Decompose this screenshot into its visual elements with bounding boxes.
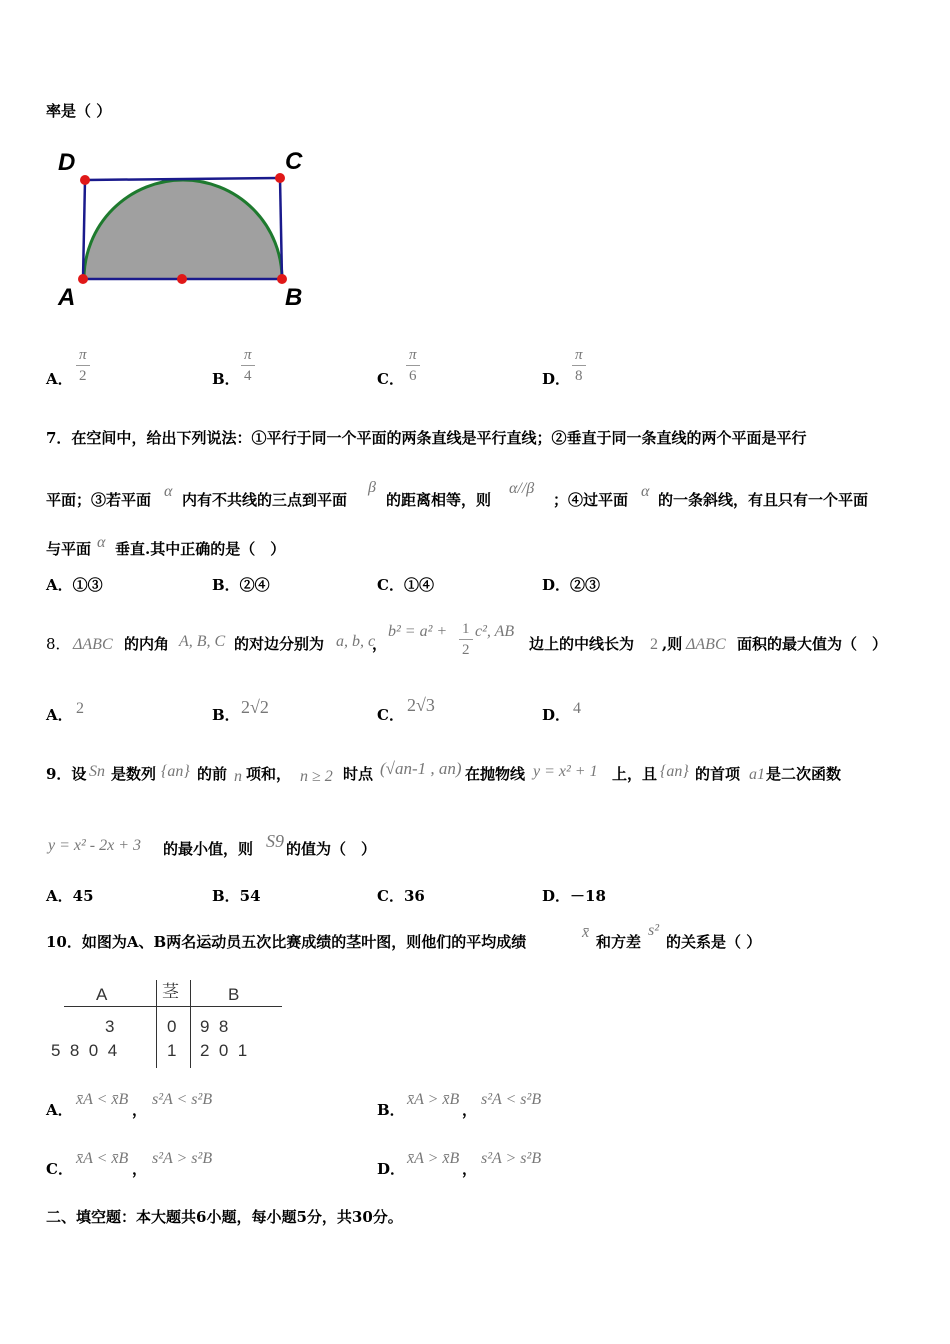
semicircle-figure [50, 145, 320, 315]
point-A [78, 274, 88, 284]
beta-symbol: β [368, 479, 376, 496]
sequence-an: {an} [161, 763, 190, 780]
q10-option-a-letter: A． [46, 1101, 73, 1119]
sum-s9: S9 [266, 831, 284, 851]
median-length: 2 [650, 636, 658, 653]
q7-option-d: D．②③ [542, 576, 601, 594]
q7-line-3a: 与平面 [46, 540, 92, 558]
q9-text-8: 的首项 [695, 765, 741, 783]
q8-option-d-value: 4 [573, 700, 581, 717]
comma: ， [462, 1101, 478, 1119]
point-D [80, 175, 90, 185]
variable-n: n [234, 768, 242, 785]
q7-line-1: 7．在空间中，给出下列说法：①平行于同一个平面的两条直线是平行直线；②垂直于同一条直线的两个平面是平行 [46, 429, 807, 447]
alpha-symbol: α [164, 483, 173, 500]
section-heading: 二、填空题：本大题共6小题，每小题5分，共30分。 [46, 1208, 403, 1226]
alpha-symbol: α [641, 483, 650, 500]
q7-line-2c: 的距离相等，则 [386, 491, 492, 509]
q8-number: 8． [46, 635, 71, 653]
table-row-2-a: 5 8 0 4 [51, 1041, 118, 1060]
point-B [277, 274, 287, 284]
q6-option-b-letter: B． [212, 370, 240, 388]
mean-symbol: x̄ [582, 924, 590, 941]
point-C [275, 173, 285, 183]
q8-option-d-letter: D． [542, 706, 571, 724]
condition-n: n ≥ 2 [300, 768, 333, 785]
equation-left: b² = a² + [388, 623, 448, 640]
question-fragment: 率是（ ） [46, 102, 112, 120]
q9-text-1: 9．设 [46, 765, 87, 783]
q8-option-a-value: 2 [76, 700, 84, 717]
q9-text-2: 是数列 [111, 765, 157, 783]
sides-abc: a, b, c [336, 633, 376, 650]
triangle-abc: ΔABC [73, 636, 113, 653]
q9-text-9: 是二次函数 [766, 765, 842, 783]
label-C: C [285, 148, 303, 175]
q7-option-c: C．①④ [377, 576, 434, 594]
comma: ， [132, 1160, 148, 1178]
q10-option-d-var: s²A > s²B [481, 1150, 542, 1167]
q6-option-a-letter: A． [46, 370, 73, 388]
sequence-an: {an} [660, 763, 689, 780]
variance-symbol: s² [648, 922, 660, 939]
label-A: A [58, 284, 76, 311]
q8-text-5: 面积的最大值为（ ） [737, 635, 888, 653]
comma: ， [132, 1101, 148, 1119]
q9-text-6: 在抛物线 [465, 765, 526, 783]
q6-option-c-letter: C． [377, 370, 404, 388]
q9-option-d: D．－18 [542, 887, 606, 905]
q10-option-a-var: s²A < s²B [152, 1091, 213, 1108]
table-row-2-b: 2 0 1 [200, 1041, 248, 1060]
q6-option-d-value: π 8 [572, 348, 586, 384]
equation-half: 1 2 [459, 622, 473, 658]
parallel-expression: α//β [509, 480, 535, 497]
q8-option-b-letter: B． [212, 706, 240, 724]
q8-option-c-value: 2√3 [407, 695, 435, 715]
q8-option-c-letter: C． [377, 706, 404, 724]
q7-line-2b: 内有不共线的三点到平面 [182, 491, 348, 509]
q10-tail: 的关系是（ ） [666, 933, 762, 951]
table-row-1-b: 9 8 [200, 1017, 229, 1036]
table-row-1-a: 3 [105, 1017, 115, 1036]
q10-option-b-letter: B． [377, 1101, 405, 1119]
q6-option-d-letter: D． [542, 370, 571, 388]
comma: ， [462, 1160, 478, 1178]
sum-sn: Sn [89, 763, 105, 780]
q7-line-2e: 的一条斜线，有且只有一个平面 [658, 491, 869, 509]
q10-option-b-mean: x̄A > x̄B [407, 1091, 460, 1108]
q10-option-a-mean: x̄A < x̄B [76, 1091, 129, 1108]
q8-comma: ， [372, 635, 388, 653]
label-D: D [58, 149, 76, 176]
q9-text-10: 的最小值，则 [163, 840, 254, 858]
q6-option-c-value: π 6 [406, 348, 420, 384]
q9-option-b: B．54 [212, 887, 261, 905]
q10-stem: 10．如图为A、B两名运动员五次比赛成绩的茎叶图，则他们的平均成绩 [46, 933, 527, 951]
q7-line-2a: 平面；③若平面 [46, 491, 152, 509]
q10-option-d-mean: x̄A > x̄B [407, 1150, 460, 1167]
q9-text-7: 上，且 [612, 765, 658, 783]
q8-text-4: ,则 [662, 635, 683, 653]
table-row-1-stem: 0 [167, 1017, 177, 1036]
q10-option-c-letter: C． [46, 1160, 73, 1178]
q7-line-3b: 垂直.其中正确的是（ ） [115, 540, 286, 558]
q6-option-a-value: π 2 [76, 348, 90, 384]
table-head-stem: 茎 [162, 982, 179, 1002]
stem-leaf-table [48, 980, 288, 1068]
q9-text-5: 时点 [343, 765, 374, 783]
q9-option-a: A．45 [46, 887, 94, 905]
q8-option-a-letter: A． [46, 706, 73, 724]
q8-option-b-value: 2√2 [241, 697, 269, 717]
q10-and: 和方差 [596, 933, 642, 951]
table-head-b: B [228, 985, 240, 1004]
q6-option-b-value: π 4 [241, 348, 255, 384]
alpha-symbol: α [97, 534, 106, 551]
table-row-2-stem: 1 [167, 1041, 177, 1060]
point-expression: (√an-1 , an) [380, 759, 462, 778]
label-B: B [285, 284, 303, 311]
q10-option-b-var: s²A < s²B [481, 1091, 542, 1108]
parabola-equation: y = x² + 1 [533, 763, 598, 780]
q9-text-3: 的前 [197, 765, 228, 783]
q8-text-3: 边上的中线长为 [529, 635, 635, 653]
first-term-a1: a1 [749, 766, 765, 783]
q7-option-a: A．①③ [46, 576, 103, 594]
q8-text-2: 的对边分别为 [234, 635, 325, 653]
q9-option-c: C．36 [377, 887, 425, 905]
q9-text-11: 的值为（ ） [286, 840, 377, 858]
q9-text-4: 项和， [246, 765, 292, 783]
q7-option-b: B．②④ [212, 576, 270, 594]
q8-text-1: 的内角 [124, 635, 170, 653]
angles-abc: A, B, C [179, 633, 226, 650]
triangle-abc: ΔABC [686, 636, 726, 653]
point-center [177, 274, 187, 284]
quadratic-function: y = x² - 2x + 3 [48, 837, 142, 854]
q7-line-2d: ；④过平面 [553, 491, 629, 509]
equation-right: c², AB [475, 623, 515, 640]
table-head-a: A [96, 985, 108, 1004]
q10-option-c-mean: x̄A < x̄B [76, 1150, 129, 1167]
q10-option-d-letter: D． [377, 1160, 406, 1178]
q10-option-c-var: s²A > s²B [152, 1150, 213, 1167]
